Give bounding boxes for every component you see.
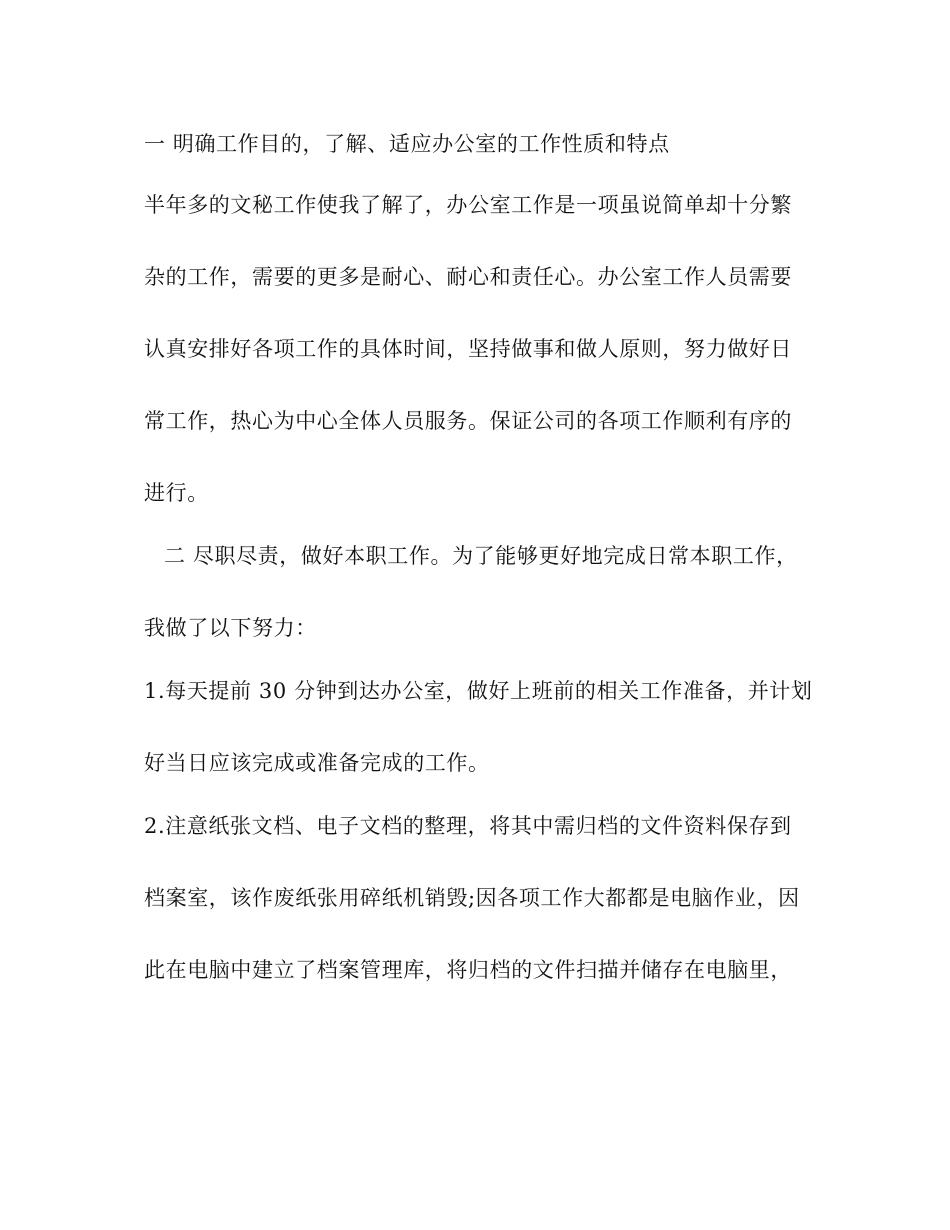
list-item-1-line: 好当日应该完成或准备完成的工作。	[144, 751, 490, 775]
paragraph-line: 我做了以下努力：	[144, 616, 317, 640]
section-heading-2: 二 尽职尽责，做好本职工作。为了能够更好地完成日常本职工作，	[164, 544, 798, 568]
section-heading-1: 一 明确工作目的，了解、适应办公室的工作性质和特点	[144, 132, 670, 156]
list-item-2-line: 档案室，该作废纸张用碎纸机销毁;因各项工作大都都是电脑作业，因	[144, 886, 800, 910]
list-item-2-line: 2.注意纸张文档、电子文档的整理，将其中需归档的文件资料保存到	[144, 814, 792, 838]
paragraph-line: 进行。	[144, 481, 209, 505]
paragraph-line: 常工作，热心为中心全体人员服务。保证公司的各项工作顺利有序的	[144, 409, 792, 433]
paragraph-line: 认真安排好各项工作的具体时间，坚持做事和做人原则，努力做好日	[144, 337, 792, 361]
paragraph-line: 杂的工作，需要的更多是耐心、耐心和责任心。办公室工作人员需要	[144, 265, 792, 289]
paragraph-line: 半年多的文秘工作使我了解了，办公室工作是一项虽说简单却十分繁	[144, 193, 792, 217]
list-item-2-line: 此在电脑中建立了档案管理库，将归档的文件扫描并储存在电脑里，	[144, 958, 792, 982]
list-item-1-line: 1.每天提前 30 分钟到达办公室，做好上班前的相关工作准备，并计划	[144, 679, 813, 703]
